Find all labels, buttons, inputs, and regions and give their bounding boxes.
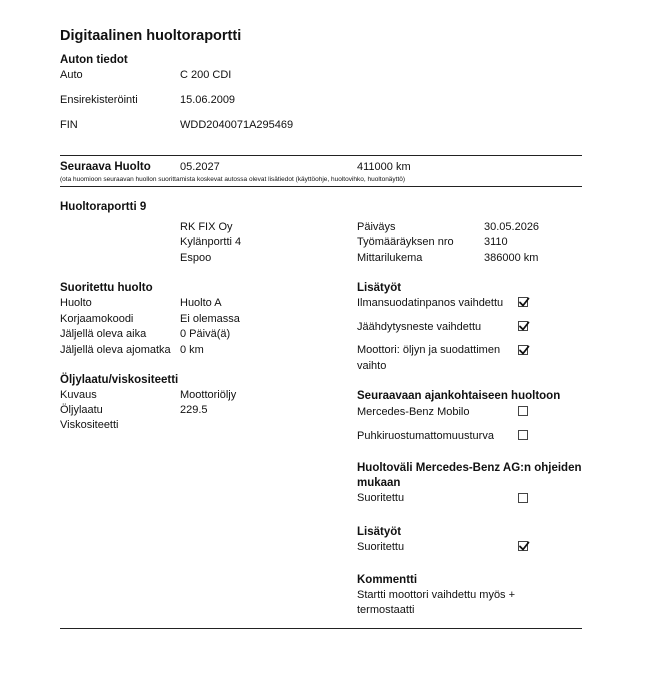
report-date-label: Päiväys (357, 221, 396, 233)
performed-service-heading: Suoritettu huolto (60, 282, 153, 294)
next-service-mileage: 411000 km (357, 161, 411, 173)
divider-bottom (60, 628, 582, 629)
car-model-label: Auto (60, 69, 83, 81)
work-order-label: Työmääräyksen nro (357, 236, 454, 248)
additional-item-checkbox[interactable] (518, 297, 528, 307)
time-left-label: Jäljellä oleva aika (60, 328, 147, 340)
checkmark-icon (518, 296, 530, 308)
additional-item-label-line1: Moottori: öljyn ja suodattimen (357, 344, 501, 356)
next-current-item-label: Puhkiruostumattomuusturva (357, 430, 494, 442)
divider-next-service (60, 186, 582, 187)
next-service-label: Seuraava Huolto (60, 161, 151, 173)
registration-label: Ensirekisteröinti (60, 94, 138, 106)
interval-heading-line2: mukaan (357, 477, 401, 489)
comment-heading: Kommentti (357, 574, 418, 586)
fin-label: FIN (60, 119, 78, 131)
service-value: Huolto A (180, 297, 222, 309)
extra-work-heading: Lisätyöt (357, 526, 402, 538)
oil-description-value: Moottoriöljy (180, 389, 237, 401)
next-service-note: (ota huomioon seuraavan huollon suorittamista koskevat autossa olevat lisätiedot (käyttöohje, huoltovihko, huoltonäyttö) (60, 176, 406, 183)
service-report-heading: Huoltoraportti 9 (60, 201, 147, 213)
registration-value: 15.06.2009 (180, 94, 236, 106)
checkmark-icon (518, 344, 530, 356)
interval-done-checkbox[interactable] (518, 493, 528, 503)
divider-top (60, 155, 582, 156)
fin-value: WDD2040071A295469 (180, 119, 294, 131)
odometer-value: 386000 km (484, 252, 539, 264)
repair-code-label: Korjaamokoodi (60, 313, 134, 325)
extra-work-done-label: Suoritettu (357, 541, 405, 553)
workshop-city: Espoo (180, 252, 212, 264)
workshop-street: Kylänportti 4 (180, 236, 242, 248)
interval-done-label: Suoritettu (357, 492, 405, 504)
interval-heading-line1: Huoltoväli Mercedes-Benz AG:n ohjeiden (357, 462, 582, 474)
comment-line2: termostaatti (357, 604, 415, 616)
work-order-value: 3110 (484, 236, 508, 248)
oil-heading: Öljylaatu/viskositeetti (60, 374, 179, 386)
oil-description-label: Kuvaus (60, 389, 97, 401)
viscosity-label: Viskositeetti (60, 419, 119, 431)
next-current-item-label: Mercedes-Benz Mobilo (357, 406, 470, 418)
distance-left-label: Jäljellä oleva ajomatka (60, 344, 171, 356)
time-left-value: 0 Päivä(ä) (180, 328, 231, 340)
extra-work-done-checkbox[interactable] (518, 541, 528, 551)
additional-item-label: Ilmansuodatinpanos vaihdettu (357, 297, 504, 309)
distance-left-value: 0 km (180, 344, 204, 356)
car-model-value: C 200 CDI (180, 69, 232, 81)
checkmark-icon (518, 320, 530, 332)
additional-item-checkbox[interactable] (518, 321, 528, 331)
service-label: Huolto (60, 297, 92, 309)
checkmark-icon (518, 540, 530, 552)
oil-quality-label: Öljylaatu (60, 404, 103, 416)
odometer-label: Mittarilukema (357, 252, 423, 264)
report-date-value: 30.05.2026 (484, 221, 540, 233)
next-current-heading: Seuraavaan ajankohtaiseen huoltoon (357, 390, 561, 402)
repair-code-value: Ei olemassa (180, 313, 240, 325)
additional-item-label-line2: vaihto (357, 360, 387, 372)
additional-work-heading: Lisätyöt (357, 282, 402, 294)
additional-item-checkbox[interactable] (518, 345, 528, 355)
car-info-heading: Auton tiedot (60, 54, 128, 66)
comment-line1: Startti moottori vaihdettu myös + (357, 589, 516, 601)
next-current-item-checkbox[interactable] (518, 406, 528, 416)
page-title: Digitaalinen huoltoraportti (60, 28, 242, 44)
oil-quality-value: 229.5 (180, 404, 208, 416)
next-current-item-checkbox[interactable] (518, 430, 528, 440)
workshop-name: RK FIX Oy (180, 221, 233, 233)
next-service-date: 05.2027 (180, 161, 220, 173)
additional-item-label: Jäähdytysneste vaihdettu (357, 321, 482, 333)
